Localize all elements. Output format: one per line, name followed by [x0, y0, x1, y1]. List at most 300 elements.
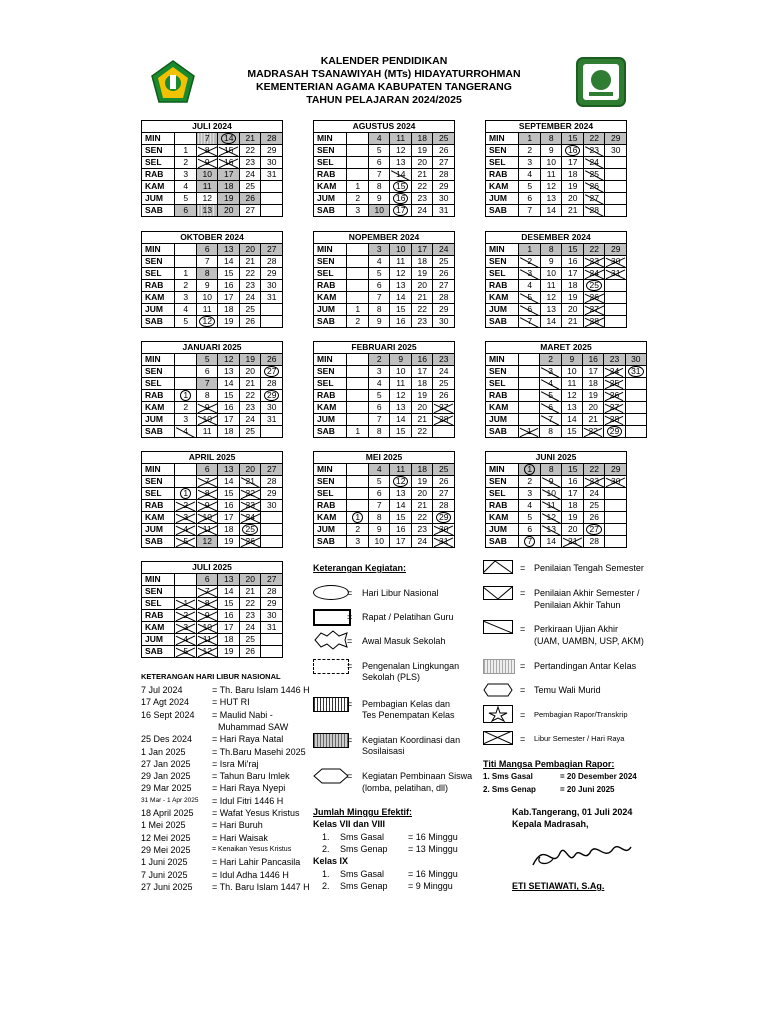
date-cell [562, 133, 584, 145]
date-cell [411, 193, 433, 205]
date-cell [540, 316, 562, 328]
date-number: 12 [546, 292, 556, 302]
day-label: KAM [314, 292, 347, 304]
date-cell [540, 378, 561, 390]
date-cell [583, 488, 605, 500]
date-cell [390, 488, 412, 500]
date-number: 6 [204, 464, 210, 474]
date-number: 11 [396, 256, 406, 266]
grey-striped-box-icon [313, 733, 349, 748]
date-cell [239, 622, 261, 634]
date-cell [175, 193, 197, 205]
date-number: 16 [218, 157, 239, 168]
date-number: 26 [240, 536, 261, 547]
date-number: 29 [264, 390, 279, 401]
date-number: 30 [438, 193, 449, 203]
date-cell [196, 169, 218, 181]
date-cell [390, 464, 412, 476]
date-cell [261, 145, 283, 157]
date-number: 12 [199, 316, 214, 327]
legend-item-rapat: Rapat / Pelatihan Guru [362, 612, 454, 622]
date-cell [368, 304, 390, 316]
date-cell [261, 536, 283, 548]
date-cell [261, 292, 283, 304]
date-number: 10 [202, 292, 212, 302]
date-cell [390, 316, 412, 328]
date-cell [433, 512, 455, 524]
date-number: 9 [376, 316, 382, 326]
date-number: 15 [567, 133, 578, 143]
date-cell [175, 268, 197, 280]
date-number: 30 [266, 402, 277, 412]
date-cell [519, 536, 541, 548]
date-cell [540, 354, 561, 366]
date-number: 14 [223, 476, 234, 486]
date-number: 23 [240, 500, 261, 511]
date-number: 28 [584, 205, 605, 216]
date-number: 8 [548, 133, 554, 143]
date-number: 6 [376, 280, 382, 290]
holiday-date: 17 Agt 2024 [141, 697, 190, 708]
date-cell [175, 476, 197, 488]
date-cell [218, 586, 240, 598]
day-label: SEL [486, 378, 519, 390]
date-cell [625, 414, 646, 426]
date-cell [390, 193, 412, 205]
rapor-title: Titi Mangsa Pembagian Rapor: [483, 759, 615, 769]
date-cell [175, 378, 197, 390]
date-cell [605, 256, 627, 268]
date-number: 6 [376, 488, 382, 498]
date-cell [218, 622, 240, 634]
date-cell [561, 426, 582, 438]
date-number: 25 [438, 464, 449, 474]
legend-item-pertandingan: Pertandingan Antar Kelas [534, 661, 637, 671]
date-number: 21 [562, 536, 583, 547]
date-number: 3 [183, 292, 189, 302]
date-number: 4 [376, 378, 382, 388]
date-number: 29 [610, 133, 621, 143]
date-number: 12 [395, 390, 406, 400]
day-label: MIN [142, 574, 175, 586]
date-cell [347, 157, 369, 169]
date-cell [390, 292, 412, 304]
holiday-date: 27 Jan 2025 [141, 758, 191, 769]
date-cell [540, 205, 562, 217]
date-cell [583, 169, 605, 181]
date-cell [261, 598, 283, 610]
date-number: 19 [223, 646, 234, 656]
date-cell [540, 169, 562, 181]
date-cell [411, 464, 433, 476]
date-number: 4 [376, 256, 382, 266]
day-label: SEL [142, 488, 175, 500]
date-cell [519, 181, 541, 193]
date-cell [433, 205, 455, 217]
date-number: 19 [567, 512, 578, 522]
date-number: 9 [197, 500, 218, 511]
header-line-3: KEMENTERIAN AGAMA KABUPATEN TANGERANG [256, 81, 512, 93]
date-cell [218, 646, 240, 658]
date-cell [261, 268, 283, 280]
date-cell [583, 316, 605, 328]
day-label: RAB [486, 500, 519, 512]
date-cell [605, 133, 627, 145]
date-cell [540, 488, 562, 500]
month-title: DESEMBER 2024 [486, 232, 627, 244]
date-cell [218, 610, 240, 622]
date-cell [239, 586, 261, 598]
date-cell [239, 646, 261, 658]
date-cell [175, 646, 197, 658]
star-icon [483, 705, 513, 723]
date-cell [605, 488, 627, 500]
date-cell [175, 205, 197, 217]
month-table [141, 341, 283, 438]
date-cell [583, 256, 605, 268]
date-number: 29 [438, 304, 449, 314]
date-cell [583, 292, 605, 304]
date-number: 12 [546, 181, 556, 191]
date-number: 4 [175, 634, 196, 645]
date-number: 16 [588, 354, 598, 364]
date-number: 13 [202, 205, 212, 215]
date-cell [411, 292, 433, 304]
date-number: 2 [355, 193, 361, 203]
date-number: 23 [584, 145, 605, 156]
date-cell [625, 366, 646, 378]
month-table [313, 231, 455, 328]
date-cell [347, 414, 369, 426]
date-cell [175, 133, 197, 145]
date-cell [561, 366, 582, 378]
date-number: 25 [589, 500, 599, 510]
date-cell [433, 464, 455, 476]
date-number: 3 [175, 622, 196, 633]
date-cell [261, 133, 283, 145]
month-title: JULI 2024 [142, 121, 283, 133]
date-cell [605, 464, 627, 476]
month-title: SEPTEMBER 2024 [486, 121, 627, 133]
date-cell [433, 256, 455, 268]
legend-item-pls-2: Sekolah (PLS) [362, 672, 421, 682]
day-label: JUM [314, 193, 347, 205]
month-table [141, 451, 283, 548]
date-number: 22 [589, 464, 599, 474]
date-number: 11 [546, 169, 556, 179]
date-number: 21 [245, 378, 255, 388]
date-cell [239, 524, 261, 536]
date-cell [390, 256, 412, 268]
holiday-name: = Hari Raya Nyepi [212, 783, 286, 794]
date-number: 28 [266, 586, 277, 596]
date-cell [239, 402, 261, 414]
date-cell [196, 354, 218, 366]
date-number: 29 [266, 268, 277, 278]
date-number: 12 [202, 193, 212, 203]
date-cell [347, 500, 369, 512]
date-cell [218, 304, 240, 316]
day-label: SAB [314, 205, 347, 217]
date-number: 17 [567, 268, 578, 278]
date-cell [561, 378, 582, 390]
date-number: 7 [197, 586, 218, 597]
day-label: JUM [314, 524, 347, 536]
date-number: 4 [540, 378, 560, 389]
date-number: 4 [175, 426, 196, 437]
date-number: 10 [567, 366, 577, 376]
date-cell [390, 402, 412, 414]
month-title: JANUARI 2025 [142, 342, 283, 354]
date-number: 30 [266, 157, 277, 167]
cross-box-icon [483, 731, 513, 745]
date-cell [605, 524, 627, 536]
date-number: 10 [395, 244, 406, 254]
day-label: SEN [486, 476, 519, 488]
date-cell [583, 366, 604, 378]
date-cell [196, 414, 218, 426]
month-title: MARET 2025 [486, 342, 647, 354]
legend-item-temu: Temu Wali Murid [534, 685, 601, 695]
date-cell [540, 268, 562, 280]
date-number: 19 [223, 193, 234, 203]
date-cell [175, 390, 197, 402]
date-number: 8 [197, 145, 218, 156]
date-cell [196, 488, 218, 500]
date-cell [625, 354, 646, 366]
date-cell [519, 268, 541, 280]
date-number: 18 [567, 169, 578, 179]
date-cell [605, 536, 627, 548]
date-cell [433, 524, 455, 536]
date-number: 31 [433, 536, 454, 547]
holiday-name: = Tahun Baru Imlek [212, 771, 290, 782]
date-number: 29 [266, 488, 277, 498]
holiday-date: 7 Juni 2025 [141, 869, 188, 880]
day-label: SAB [142, 536, 175, 548]
date-number: 27 [438, 157, 449, 167]
date-cell [218, 366, 240, 378]
day-label: KAM [486, 512, 519, 524]
date-number: 27 [266, 574, 277, 584]
date-number: 26 [266, 354, 277, 364]
date-cell [583, 268, 605, 280]
date-number: 27 [266, 244, 277, 254]
month-table [313, 120, 455, 217]
holiday-date: 7 Jul 2024 [141, 685, 183, 695]
date-number: 17 [395, 536, 406, 546]
date-number: 30 [631, 354, 641, 364]
date-cell [261, 512, 283, 524]
day-label: KAM [314, 512, 347, 524]
date-cell [347, 476, 369, 488]
date-number: 30 [266, 500, 277, 510]
date-cell [519, 256, 541, 268]
month-title: AGUSTUS 2024 [314, 121, 455, 133]
date-number: 6 [183, 205, 189, 215]
date-cell [519, 476, 541, 488]
date-number: 27 [604, 402, 624, 413]
day-label: JUM [486, 524, 519, 536]
date-cell [196, 402, 218, 414]
date-cell [583, 464, 605, 476]
date-number: 2 [527, 145, 533, 155]
date-number: 16 [393, 193, 408, 204]
date-cell [196, 145, 218, 157]
date-number: 14 [395, 500, 406, 510]
date-cell [561, 402, 582, 414]
date-number: 23 [584, 256, 605, 267]
date-number: 15 [567, 244, 578, 254]
date-cell [605, 205, 627, 217]
date-number: 27 [433, 402, 454, 413]
date-number: 20 [245, 244, 255, 254]
date-cell [196, 646, 218, 658]
date-number: 17 [588, 366, 598, 376]
day-label: SEL [314, 157, 347, 169]
day-label: JUM [142, 414, 175, 426]
date-number: 31 [628, 366, 643, 377]
holiday-date: 29 Mei 2025 [141, 844, 191, 855]
date-cell [347, 169, 369, 181]
date-cell [583, 378, 604, 390]
date-number: 8 [376, 304, 382, 314]
date-number: 2 [376, 354, 382, 364]
date-number: 20 [567, 193, 578, 203]
starburst-symbol-icon [313, 630, 349, 650]
date-cell [519, 402, 540, 414]
date-cell [175, 256, 197, 268]
date-cell [540, 524, 562, 536]
date-number: 9 [197, 610, 218, 621]
date-cell [218, 316, 240, 328]
date-number: 22 [240, 488, 261, 499]
date-number: 16 [223, 402, 234, 412]
date-cell [218, 193, 240, 205]
date-number: 28 [589, 536, 599, 546]
date-cell [562, 464, 584, 476]
date-cell [239, 169, 261, 181]
date-number: 29 [610, 464, 621, 474]
date-number: 21 [567, 316, 578, 326]
date-cell [540, 193, 562, 205]
day-label: SEN [314, 366, 347, 378]
date-cell [519, 426, 540, 438]
date-cell [411, 476, 433, 488]
striped-box-icon [313, 697, 349, 712]
date-cell [347, 193, 369, 205]
date-number: 26 [438, 268, 449, 278]
date-number: 6 [527, 524, 533, 534]
date-cell [390, 181, 412, 193]
holiday-name: = Hari Raya Natal [212, 734, 284, 745]
day-label: RAB [142, 500, 175, 512]
date-number: 17 [223, 512, 234, 522]
date-number: 2 [183, 402, 189, 412]
date-cell [239, 464, 261, 476]
date-cell [196, 586, 218, 598]
date-cell [562, 304, 584, 316]
month-table [141, 231, 283, 328]
date-number: 18 [567, 280, 578, 290]
date-cell [368, 145, 390, 157]
date-number: 1 [180, 390, 191, 401]
diamond-arrow-icon [313, 768, 349, 784]
date-cell [433, 145, 455, 157]
date-number: 3 [540, 366, 560, 377]
date-cell [218, 181, 240, 193]
date-cell [411, 304, 433, 316]
date-cell [433, 378, 455, 390]
date-cell [390, 145, 412, 157]
date-cell [390, 512, 412, 524]
date-cell [390, 378, 412, 390]
date-number: 20 [417, 488, 427, 498]
date-number: 9 [197, 402, 218, 413]
date-number: 22 [589, 133, 599, 143]
date-number: 30 [266, 610, 277, 620]
date-number: 19 [245, 354, 255, 364]
day-label: RAB [142, 390, 175, 402]
date-cell [411, 145, 433, 157]
date-number: 28 [433, 414, 454, 425]
date-number: 19 [223, 316, 234, 326]
date-cell [347, 145, 369, 157]
date-cell [239, 500, 261, 512]
date-cell [218, 488, 240, 500]
header-line-4: TAHUN PELAJARAN 2024/2025 [306, 94, 462, 106]
date-number: 19 [417, 145, 427, 155]
date-cell [196, 464, 218, 476]
date-cell [261, 476, 283, 488]
date-number: 3 [376, 244, 382, 254]
date-number: 10 [197, 512, 218, 523]
date-cell [175, 622, 197, 634]
date-cell [175, 464, 197, 476]
date-number: 17 [417, 244, 427, 254]
date-cell [239, 536, 261, 548]
date-number: 5 [376, 145, 382, 155]
date-number: 16 [395, 524, 406, 534]
date-cell [519, 193, 541, 205]
date-cell [261, 205, 283, 217]
date-cell [605, 145, 627, 157]
date-cell [175, 500, 197, 512]
day-label: MIN [142, 244, 175, 256]
holiday-name: Muhammad SAW [218, 721, 289, 732]
date-cell [175, 488, 197, 500]
date-cell [411, 402, 433, 414]
holiday-name: = Th. Baru Islam 1447 H [212, 881, 310, 892]
holiday-name: = Idul Adha 1446 H [212, 869, 289, 880]
date-cell [368, 205, 390, 217]
date-number: 20 [417, 280, 427, 290]
date-number: 28 [266, 378, 277, 388]
date-number: 19 [567, 292, 578, 302]
date-number: 20 [417, 157, 427, 167]
day-label: KAM [142, 512, 175, 524]
date-number: 18 [223, 304, 234, 314]
day-label: RAB [314, 280, 347, 292]
date-cell [261, 414, 283, 426]
date-number: 13 [395, 488, 406, 498]
date-number: 4 [376, 133, 382, 143]
date-number: 2 [183, 280, 189, 290]
date-cell [562, 316, 584, 328]
date-number: 16 [417, 354, 427, 364]
date-cell [239, 378, 261, 390]
date-cell [261, 646, 283, 658]
